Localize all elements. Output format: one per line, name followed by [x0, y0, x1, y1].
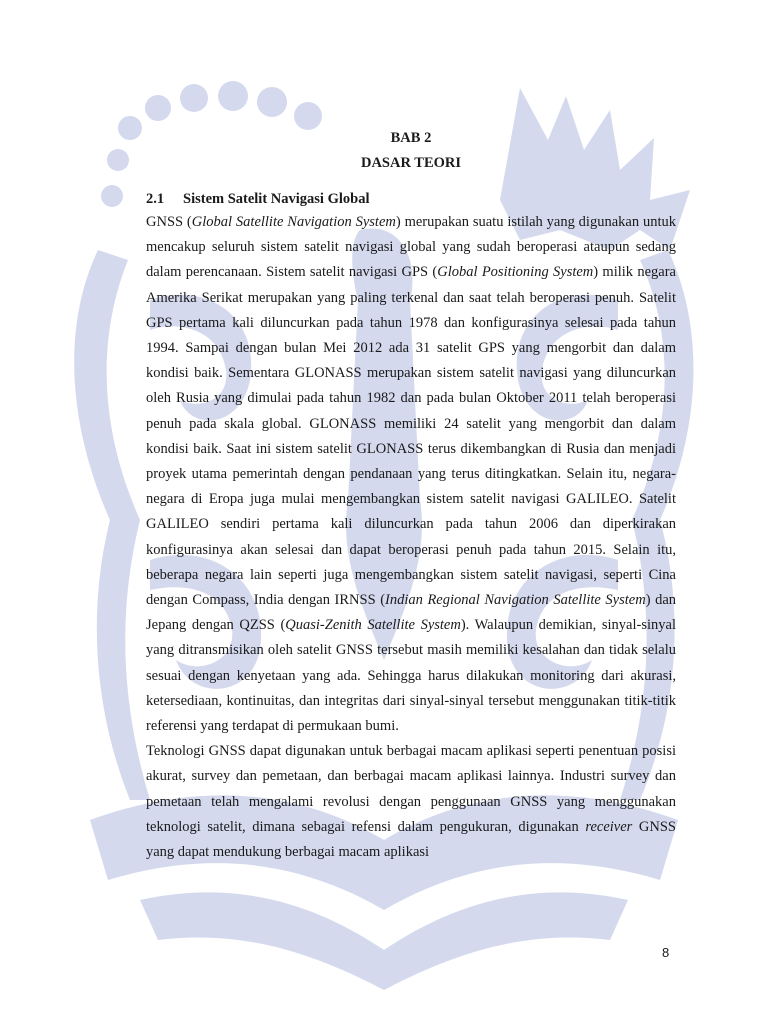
text-run: GNSS yang dapat mendukung berbagai macam aplikasi [146, 818, 676, 861]
italic-term: Quasi-Zenith Satellite System [285, 617, 461, 634]
section-number: 2.1 [146, 191, 165, 207]
italic-term: receiver [585, 818, 633, 835]
chapter-title: DASAR TEORI [360, 155, 462, 171]
text-run: Teknologi GNSS dapat digunakan untuk berbagai macam aplikasi seperti penentuan posisi akurat, survey dan pemetaan, dan berbagai macam aplikasi lainnya. Industri survey dan pemetaan telah mengalami revolusi dengan penggunaan GNSS yang menggunakan teknologi satelit, dimana sebagai refensi dalam pengukuran, digunakan [146, 743, 676, 835]
section-heading [146, 189, 676, 209]
body-paragraph [146, 739, 676, 865]
italic-term: Indian Regional Navigation Satellite System [385, 592, 646, 609]
document-page [146, 128, 676, 865]
text-run: ) merupakan suatu istilah yang digunakan untuk mencakup seluruh sistem satelit navigasi global yang sudah beroperasi ataupun sedang dalam perencanaan. Sistem satelit navigasi GPS ( [146, 214, 676, 281]
body-paragraph [146, 210, 676, 739]
text-run: GNSS ( [146, 214, 192, 230]
text-run: ) dan Jepang dengan QZSS ( [146, 592, 677, 634]
text-run: ). Walaupun demikian, sinyal-sinyal yang ditransmisikan oleh satelit GNSS tersebut masih memiliki kesalahan dan tidak selalu sesuai dengan kenyetaan yang ada. Sehingga harus dilakukan monitoring dari akurasi, ketersediaan, kontinuitas, dan integritas dari sinyal-sinyal tersebut menggunakan titik-titik referensi yang terdapat di permukaan bumi. [146, 617, 676, 735]
chapter-number: BAB 2 [390, 130, 432, 146]
page-number: 8 [662, 945, 670, 960]
text-run: ) milik negara Amerika Serikat merupakan yang paling terkenal dan saat telah beroperasi penuh. Satelit GPS pertama kali diluncurkan pada tahun 1978 dan konfigurasinya selesai pada tahun 1994. Sampai dengan bulan Mei 2012 ada 31 satelit GPS yang mengorbit dan dalam kondisi baik. Sementara GLONASS merupakan sistem satelit navigasi yang diluncurkan oleh Rusia yang dimulai pada tahun 1982 dan pada bulan Oktober 2011 telah beroperasi penuh pada skala global. GLONASS memiliki 24 satelit yang mengorbit dan dalam kondisi baik. Saat ini sistem satelit GLONASS terus dikembangkan di Rusia dan menjadi proyek utama pemerintah dengan pendanaan yang terus ditingkatkan. Selain itu, negara-negara di Eropa juga mulai mengembangkan sistem satelit navigasi GALILEO. Satelit GALILEO sendiri pertama kali diluncurkan pada tahun 2006 dan diperkirakan konfigurasinya akan selesai dan dapat beroperasi penuh pada tahun 2015. Selain itu, beberapa negara lain seperti juga mengembangkan sistem satelit navigasi, seperti Cina dengan Compass, India dengan IRNSS ( [146, 264, 676, 609]
italic-term: Global Satellite Navigation System [191, 214, 396, 230]
section-title: Sistem Satelit Navigasi Global [183, 191, 370, 207]
italic-term: Global Positioning System [437, 264, 594, 281]
